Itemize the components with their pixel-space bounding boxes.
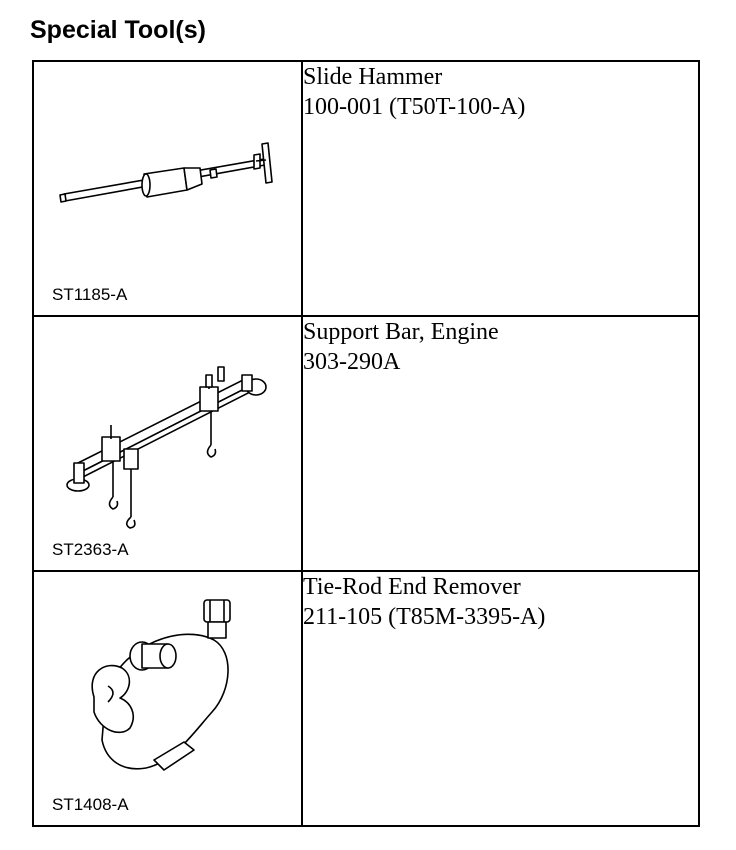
tool-number: 100-001 (T50T-100-A): [303, 94, 526, 120]
tool-code: ST2363-A: [52, 540, 129, 559]
page-title: Special Tool(s): [30, 16, 206, 44]
tool-name: Tie-Rod End Remover: [303, 574, 521, 600]
tie-rod-end-remover-illustration: [34, 572, 301, 825]
tool-number: 211-105 (T85M-3395-A): [303, 604, 546, 630]
table-row: [33, 571, 699, 826]
tool-code: ST1408-A: [52, 795, 129, 814]
tool-image-cell: [33, 316, 302, 571]
tool-description-cell: [302, 571, 699, 826]
tool-image-cell: [33, 571, 302, 826]
tool-code: ST1185-A: [52, 285, 128, 304]
table-row: [33, 316, 699, 571]
engine-support-bar-illustration: [34, 317, 301, 570]
tool-description-cell: [302, 61, 699, 316]
tool-image-cell: [33, 61, 302, 316]
special-tools-table: [32, 60, 700, 827]
tool-number: 303-290A: [303, 349, 401, 375]
tool-name: Slide Hammer: [303, 64, 443, 90]
tool-description-cell: [302, 316, 699, 571]
tool-name: Support Bar, Engine: [303, 319, 499, 345]
table-row: [33, 61, 699, 316]
slide-hammer-illustration: [34, 62, 301, 315]
